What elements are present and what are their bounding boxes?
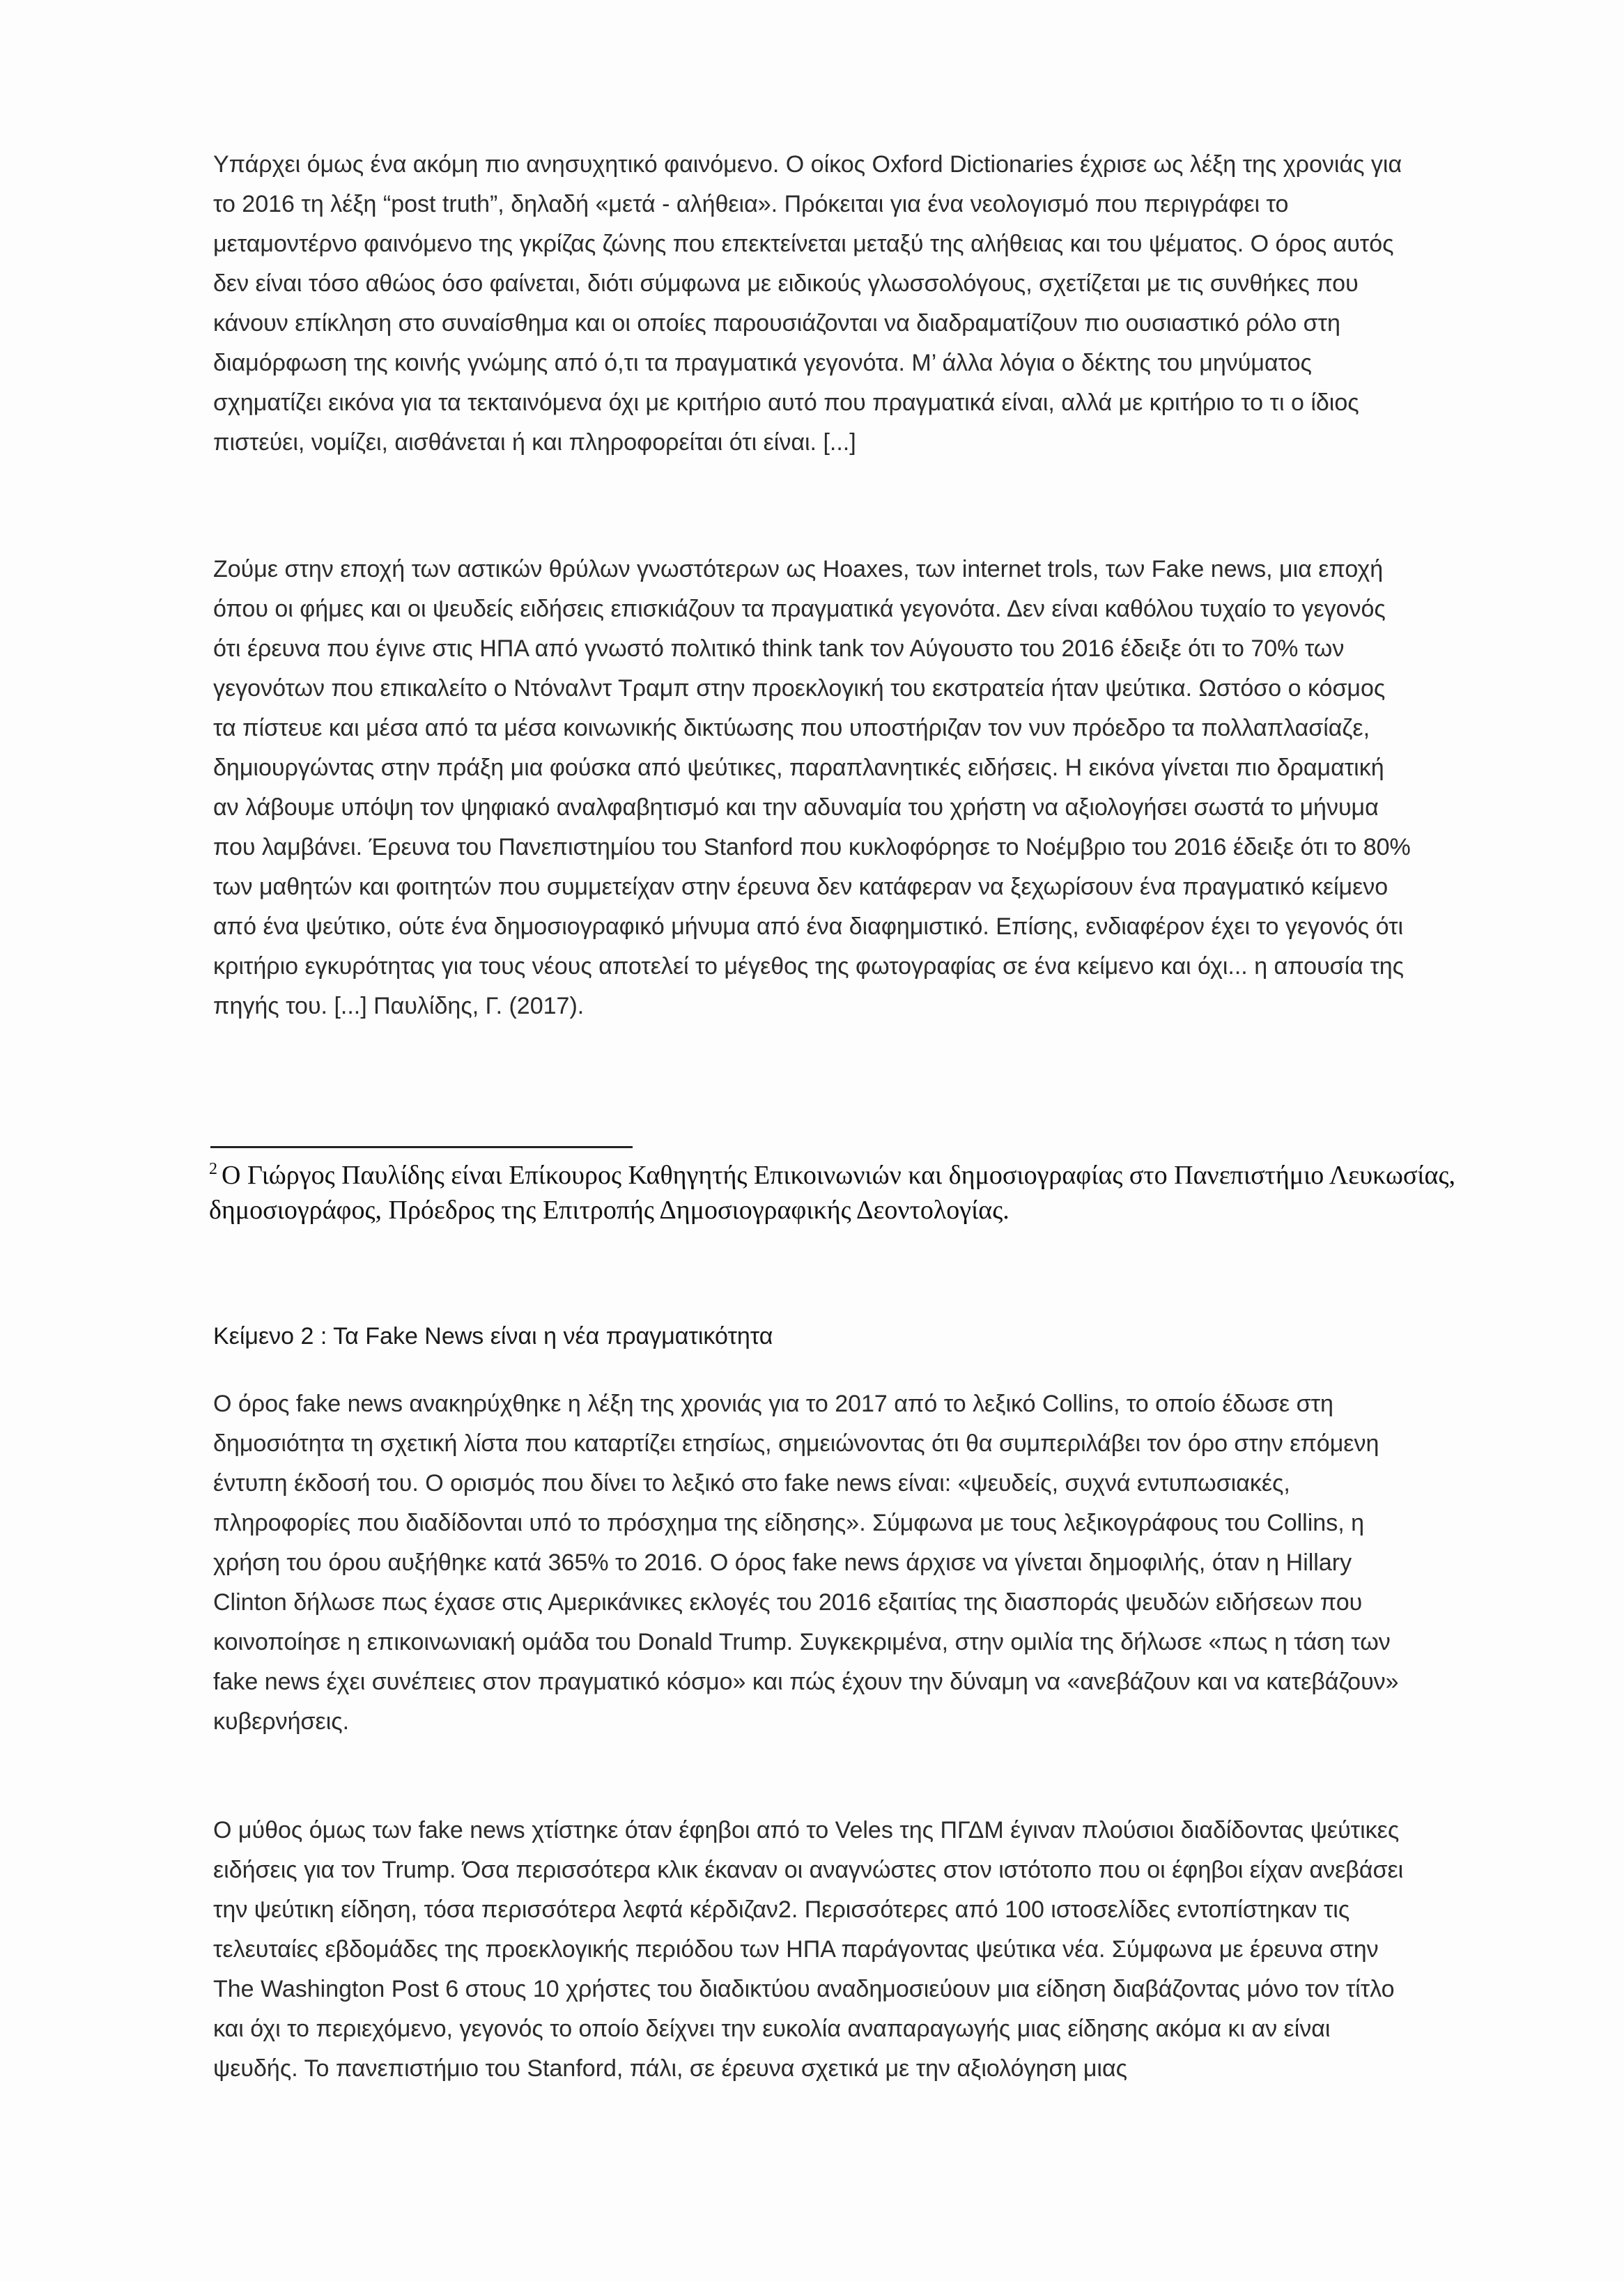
footnote-mark: 2 [209,1160,217,1179]
paragraph-collins-definition: Ο όρος fake news ανακηρύχθηκε η λέξη της χρονιάς για το 2017 από το λεξικό Collins, το οποίο έδωσε στη δημοσιότητα τη σχετική λίστα που καταρτίζει ετησίως, σημειώνοντας ότι θα συμπεριλάβει τον όρο στην επόμενη έντυπη έκδοσή του. Ο ορισμός που δίνει το λεξικό στο fake news είναι: «ψευδείς, συχνά εντυπωσιακές, πληροφορίες που διαδίδονται υπό το πρόσχημα της είδησης». Σύμφωνα με τους λεξικογράφους του Collins, η χρήση του όρου αυξήθηκε κατά 365% το 2016. Ο όρος fake news άρχισε να γίνεται δημοφιλής, όταν η Hillary Clinton δήλωσε πως έχασε στις Αμερικάνικες εκλογές του 2016 εξαιτίας της διασποράς ψευδών ειδήσεων που κοινοποίησε η επικοινωνιακή ομάδα του Donald Trump. Συγκεκριμένα, στην ομιλία της δήλωσε «πως η τάση των fake news έχει συνέπειες στον πραγματικό κόσμο» και πώς έχουν την δύναμη να «ανεβάζουν και να κατεβάζουν» κυβερνήσεις. [213,1391,1399,1735]
footnote [209,1158,1463,1228]
section-heading: Κείμενο 2 : Τα Fake News είναι η νέα πραγματικότητα [213,1323,773,1350]
footnote-text: Ο Γιώργος Παυλίδης είναι Επίκουρος Καθηγητής Επικοινωνιών και δημοσιογραφίας στο Πανεπιστήμιο Λευκωσίας, δημοσιογράφος, Πρόεδρος της Επιτροπής Δημοσιογραφικής Δεοντολογίας. [209,1161,1456,1225]
footnote-divider [210,1146,633,1148]
paragraph-veles-myth: Ο μύθος όμως των fake news χτίστηκε όταν έφηβοι από το Veles της ΠΓΔΜ έγιναν πλούσιοι διαδίδοντας ψεύτικες ειδήσεις για τον Trump. Όσα περισσότερα κλικ έκαναν οι αναγνώστες στον ιστότοπο που οι έφηβοι είχαν ανεβάσει την ψεύτικη είδηση, τόσα περισσότερα λεφτά κέρδιζαν2. Περισσότερες από 100 ιστοσελίδες εντοπίστηκαν τις τελευταίες εβδομάδες της προεκλογικής περιόδου των ΗΠΑ παράγοντας ψεύτικα νέα. Σύμφωνα με έρευνα στην The Washington Post 6 στους 10 χρήστες του διαδικτύου αναδημοσιεύουν μια είδηση διαβάζοντας μόνο τον τίτλο και όχι το περιεχόμενο, γεγονός το οποίο δείχνει την ευκολία αναπαραγωγής μιας είδησης ακόμα κι αν είναι ψευδής. Το πανεπιστήμιο του Stanford, πάλι, σε έρευνα σχετικά με την αξιολόγηση μιας [213,1817,1404,2082]
paragraph-urban-legends: Ζούμε στην εποχή των αστικών θρύλων γνωστότερων ως Hoaxes, των internet trols, των Fake news, μια εποχή όπου οι φήμες και οι ψευδείς ειδήσεις επισκιάζουν τα πραγματικά γεγονότα. Δεν είναι καθόλου τυχαίο το γεγονός ότι έρευνα που έγινε στις ΗΠΑ από γνωστό πολιτικό think tank τον Αύγουστο του 2016 έδειξε ότι το 70% των γεγονότων που επικαλείτο ο Ντόναλντ Τραμπ στην προεκλογική του εκστρατεία ήταν ψεύτικα. Ωστόσο ο κόσμος τα πίστευε και μέσα από τα μέσα κοινωνικής δικτύωσης που υποστήριζαν τον νυν πρόεδρο τα πολλαπλασίαζε, δημιουργώντας στην πράξη μια φούσκα από ψεύτικες, παραπλανητικές ειδήσεις. Η εικόνα γίνεται πιο δραματική αν λάβουμε υπόψη τον ψηφιακό αναλφαβητισμό και την αδυναμία του χρήστη να αξιολογήσει σωστά το μήνυμα που λαμβάνει. Έρευνα του Πανεπιστημίου του Stanford που κυκλοφόρησε το Νοέμβριο του 2016 έδειξε ότι το 80% των μαθητών και φοιτητών που συμμετείχαν στην έρευνα δεν κατάφεραν να ξεχωρίσουν ένα πραγματικό κείμενο από ένα ψεύτικο, ούτε ένα δημοσιογραφικό μήνυμα από ένα διαφημιστικό. Επίσης, ενδιαφέρον έχει το γεγονός ότι κριτήριο εγκυρότητας για τους νέους αποτελεί το μέγεθος της φωτογραφίας σε ένα κείμενο και όχι... η απουσία της πηγής του. [...] Παυλίδης, Γ. (2017). [213,556,1411,1019]
paragraph-post-truth: Υπάρχει όμως ένα ακόμη πιο ανησυχητικό φαινόμενο. Ο οίκος Oxford Dictionaries έχρισε ως λέξη της χρονιάς για το 2016 τη λέξη “post truth”, δηλαδή «μετά - αλήθεια». Πρόκειται για ένα νεολογισμό που περιγράφει το μεταμοντέρνο φαινόμενο της γκρίζας ζώνης που επεκτείνεται μεταξύ της αλήθειας και του ψέματος. Ο όρος αυτός δεν είναι τόσο αθώος όσο φαίνεται, διότι σύμφωνα με ειδικούς γλωσσολόγους, σχετίζεται με τις συνθήκες που κάνουν επίκληση στο συναίσθημα και οι οποίες παρουσιάζονται να διαδραματίζουν πιο ουσιαστικό ρόλο στη διαμόρφωση της κοινής γνώμης από ό,τι τα πραγματικά γεγονότα. Μ’ άλλα λόγια ο δέκτης του μηνύματος σχηματίζει εικόνα για τα τεκταινόμενα όχι με κριτήριο αυτό που πραγματικά είναι, αλλά με κριτήριο το τι ο ίδιος πιστεύει, νομίζει, αισθάνεται ή και πληροφορείται ότι είναι. [...] [213,151,1402,456]
